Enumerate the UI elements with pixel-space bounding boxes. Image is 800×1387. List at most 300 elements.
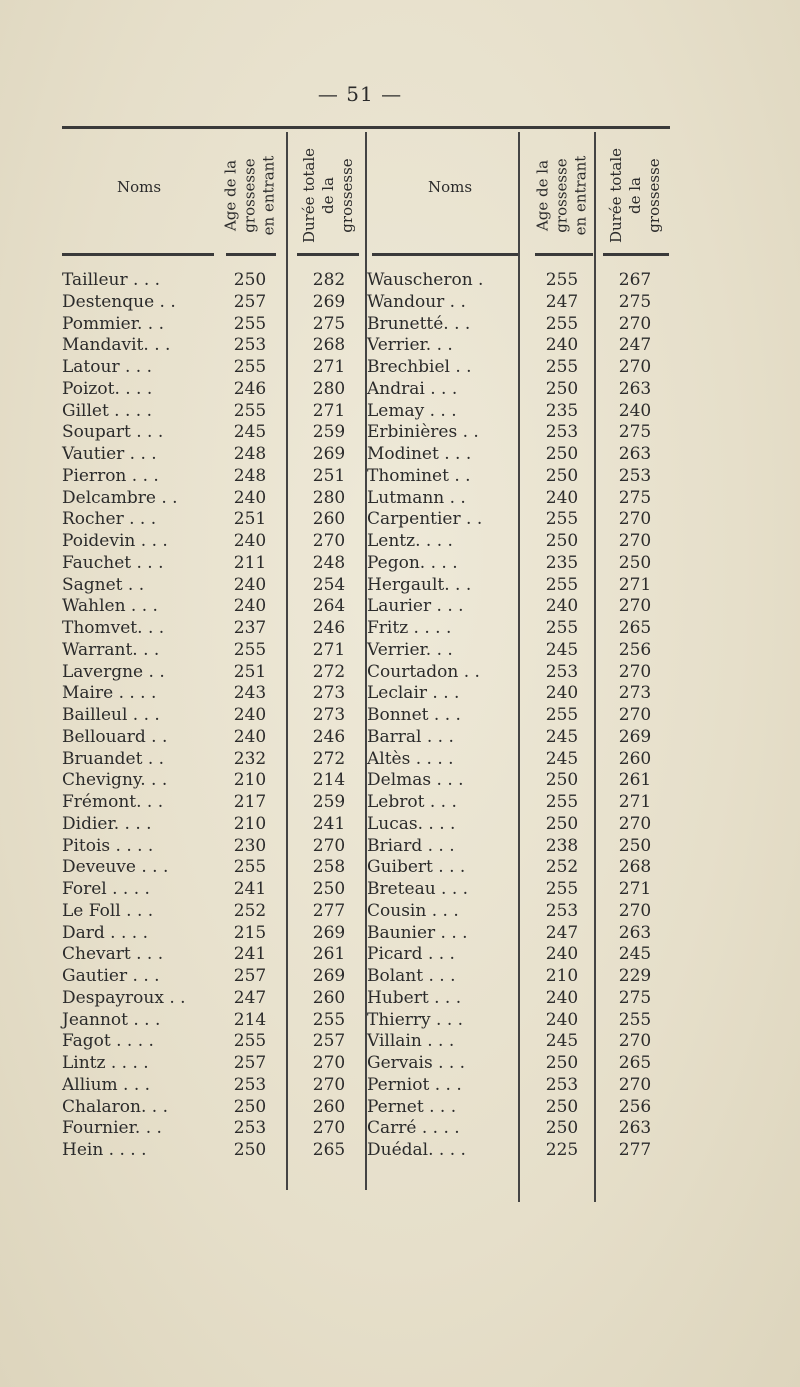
left-age-cell: 257 (233, 966, 267, 986)
right-duree-cell: 260 (618, 748, 652, 769)
left-duree-cell: 269 (312, 922, 346, 943)
left-duree-cell: 254 (312, 574, 346, 595)
right-age-cell: 250 (545, 465, 579, 486)
right-name-cell: Baunier . . . (367, 922, 468, 943)
left-age-cell: 255 (233, 639, 267, 660)
header-noms-right: Noms (428, 178, 473, 196)
left-duree-cell: 260 (312, 987, 346, 1008)
left-age-cell: 255 (233, 400, 267, 421)
right-name-cell: Duédal. . . . (367, 1140, 466, 1160)
left-name-cell: Rocher . . . (62, 509, 157, 530)
left-age-cell: 240 (233, 487, 267, 508)
header-age-line: grossesse (552, 157, 571, 233)
table-row (0, 965, 800, 987)
right-age-cell: 255 (545, 313, 579, 334)
right-duree-cell: 271 (618, 792, 652, 812)
right-name-cell: Cousin . . . (367, 900, 459, 921)
left-name-cell: Fauchet . . . (62, 552, 164, 573)
header-age-line: Age de la (533, 159, 552, 231)
header-age-line: en entrant (571, 155, 590, 235)
left-age-cell: 211 (233, 552, 267, 573)
left-duree-cell: 275 (312, 313, 346, 334)
right-name-cell: Fritz . . . . (367, 618, 452, 638)
right-name-cell: Lentz. . . . (367, 531, 453, 551)
page-number: — 51 — (317, 82, 403, 106)
right-age-cell: 250 (545, 813, 579, 834)
header-rule (226, 253, 276, 256)
right-duree-cell: 255 (618, 1009, 652, 1030)
table-row (0, 508, 800, 530)
left-duree-cell: 257 (312, 1031, 346, 1052)
right-duree-cell: 275 (618, 487, 652, 508)
table-row (0, 835, 800, 857)
table-row (0, 465, 800, 487)
right-name-cell: Verrier. . . (367, 335, 453, 356)
left-duree-cell: 270 (312, 835, 346, 856)
top-rule (62, 126, 670, 129)
right-age-cell: 255 (545, 574, 579, 595)
left-duree-cell: 250 (312, 879, 346, 899)
table-row (0, 726, 800, 748)
left-name-cell: Maire . . . . (62, 683, 157, 704)
left-age-cell: 251 (233, 509, 267, 530)
left-age-cell: 243 (233, 683, 267, 704)
table-row (0, 1009, 800, 1031)
left-duree-cell: 264 (312, 596, 346, 617)
left-age-cell: 237 (233, 618, 267, 638)
right-duree-cell: 256 (618, 639, 652, 660)
table-row (0, 334, 800, 356)
right-duree-cell: 277 (618, 1140, 652, 1160)
right-age-cell: 250 (545, 378, 579, 399)
right-name-cell: Verrier. . . (367, 639, 453, 660)
right-age-cell: 255 (545, 509, 579, 530)
left-duree-cell: 268 (312, 335, 346, 356)
right-name-cell: Lucas. . . . (367, 813, 456, 834)
table-row (0, 1139, 800, 1161)
left-name-cell: Bruandet . . (62, 748, 165, 769)
right-age-cell: 253 (545, 900, 579, 921)
left-duree-cell: 270 (312, 1074, 346, 1095)
left-age-cell: 210 (233, 813, 267, 834)
table-row (0, 987, 800, 1009)
left-age-cell: 240 (233, 596, 267, 617)
right-duree-cell: 268 (618, 857, 652, 878)
header-duree-line: grossesse (645, 157, 664, 233)
right-name-cell: Hubert . . . (367, 987, 462, 1008)
table-row (0, 291, 800, 313)
table-row (0, 574, 800, 596)
right-duree-cell: 247 (618, 335, 652, 356)
right-duree-cell: 275 (618, 987, 652, 1008)
right-duree-cell: 265 (618, 618, 652, 638)
right-age-cell: 240 (545, 944, 579, 965)
right-name-cell: Hergault. . . (367, 574, 472, 595)
left-age-cell: 250 (233, 1140, 267, 1160)
left-name-cell: Poidevin . . . (62, 531, 168, 551)
left-duree-cell: 258 (312, 857, 346, 878)
right-duree-cell: 256 (618, 1096, 652, 1117)
right-name-cell: Pegon. . . . (367, 552, 458, 573)
left-duree-cell: 246 (312, 726, 346, 747)
left-duree-cell: 269 (312, 444, 346, 464)
left-duree-cell: 280 (312, 487, 346, 508)
left-name-cell: Forel . . . . (62, 879, 150, 899)
right-name-cell: Wandour . . (367, 291, 466, 312)
right-age-cell: 255 (545, 270, 579, 290)
right-duree-cell: 229 (618, 966, 652, 986)
left-age-cell: 255 (233, 313, 267, 334)
table-row (0, 378, 800, 400)
right-name-cell: Lebrot . . . (367, 792, 457, 812)
right-name-cell: Brunetté. . . (367, 313, 471, 334)
right-age-cell: 250 (545, 1118, 579, 1139)
right-name-cell: Thierry . . . (367, 1009, 464, 1030)
left-duree-cell: 271 (312, 400, 346, 421)
left-duree-cell: 246 (312, 618, 346, 638)
table-row (0, 682, 800, 704)
right-age-cell: 253 (545, 661, 579, 682)
right-duree-cell: 270 (618, 661, 652, 682)
left-name-cell: Jeannot . . . (62, 1009, 161, 1030)
header-rule (535, 253, 593, 256)
left-age-cell: 215 (233, 922, 267, 943)
right-name-cell: Carré . . . . (367, 1118, 460, 1139)
left-name-cell: Thomvet. . . (62, 618, 165, 638)
table-row (0, 617, 800, 639)
left-name-cell: Dard . . . . (62, 922, 149, 943)
right-name-cell: Barral . . . (367, 726, 454, 747)
right-duree-cell: 270 (618, 531, 652, 551)
left-duree-cell: 270 (312, 1118, 346, 1139)
right-name-cell: Laurier . . . (367, 596, 464, 617)
left-age-cell: 240 (233, 726, 267, 747)
table-row (0, 487, 800, 509)
right-duree-cell: 250 (618, 835, 652, 856)
table-row (0, 878, 800, 900)
left-age-cell: 246 (233, 378, 267, 399)
right-age-cell: 255 (545, 618, 579, 638)
table-row (0, 661, 800, 683)
table-row (0, 704, 800, 726)
left-age-cell: 248 (233, 444, 267, 464)
right-name-cell: Modinet . . . (367, 444, 472, 464)
left-age-cell: 250 (233, 1096, 267, 1117)
left-duree-cell: 251 (312, 465, 346, 486)
header-duree-line: grossesse (338, 157, 357, 233)
left-duree-cell: 265 (312, 1140, 346, 1160)
table-row (0, 1052, 800, 1074)
right-age-cell: 240 (545, 335, 579, 356)
left-name-cell: Delcambre . . (62, 487, 178, 508)
left-name-cell: Lavergne . . (62, 661, 165, 682)
right-age-cell: 255 (545, 357, 579, 377)
right-name-cell: Lutmann . . (367, 487, 466, 508)
right-duree-cell: 245 (618, 944, 652, 965)
right-age-cell: 252 (545, 857, 579, 878)
right-duree-cell: 275 (618, 291, 652, 312)
right-age-cell: 245 (545, 748, 579, 769)
table-row (0, 748, 800, 770)
right-name-cell: Picard . . . (367, 944, 455, 965)
left-age-cell: 210 (233, 770, 267, 791)
left-name-cell: Soupart . . . (62, 422, 164, 443)
left-name-cell: Chalaron. . . (62, 1096, 168, 1117)
right-duree-cell: 270 (618, 509, 652, 530)
right-age-cell: 250 (545, 770, 579, 791)
right-name-cell: Perniot . . . (367, 1074, 462, 1095)
left-name-cell: Didier. . . . (62, 813, 152, 834)
left-name-cell: Chevart . . . (62, 944, 164, 965)
right-name-cell: Pernet . . . (367, 1096, 457, 1117)
table-row (0, 922, 800, 944)
right-duree-cell: 270 (618, 900, 652, 921)
right-age-cell: 250 (545, 1096, 579, 1117)
right-age-cell: 253 (545, 1074, 579, 1095)
header-noms-left: Noms (117, 178, 162, 196)
right-age-cell: 255 (545, 879, 579, 899)
left-age-cell: 257 (233, 1053, 267, 1073)
left-age-cell: 240 (233, 705, 267, 725)
right-duree-cell: 270 (618, 1074, 652, 1095)
right-age-cell: 225 (545, 1140, 579, 1160)
left-duree-cell: 271 (312, 357, 346, 377)
right-duree-cell: 267 (618, 270, 652, 290)
table-row (0, 769, 800, 791)
right-name-cell: Leclair . . . (367, 683, 460, 704)
left-age-cell: 214 (233, 1009, 267, 1030)
table-row (0, 443, 800, 465)
left-duree-cell: 273 (312, 683, 346, 704)
left-age-cell: 241 (233, 944, 267, 965)
left-age-cell: 253 (233, 1118, 267, 1139)
right-duree-cell: 250 (618, 552, 652, 573)
right-duree-cell: 263 (618, 922, 652, 943)
right-name-cell: Altès . . . . (367, 748, 454, 769)
table-row (0, 530, 800, 552)
right-name-cell: Courtadon . . (367, 661, 480, 682)
left-age-cell: 250 (233, 270, 267, 290)
table-row (0, 1117, 800, 1139)
right-duree-cell: 270 (618, 596, 652, 617)
right-age-cell: 247 (545, 922, 579, 943)
left-name-cell: Bellouard . . (62, 726, 168, 747)
right-name-cell: Erbinières . . (367, 422, 479, 443)
left-name-cell: Pierron . . . (62, 465, 159, 486)
left-age-cell: 253 (233, 335, 267, 356)
left-name-cell: Latour . . . (62, 357, 152, 377)
left-age-cell: 253 (233, 1074, 267, 1095)
right-name-cell: Brechbiel . . (367, 357, 472, 377)
right-age-cell: 210 (545, 966, 579, 986)
left-name-cell: Gautier . . . (62, 966, 160, 986)
left-duree-cell: 282 (312, 270, 346, 290)
right-duree-cell: 253 (618, 465, 652, 486)
right-name-cell: Carpentier . . (367, 509, 483, 530)
table-row (0, 269, 800, 291)
right-duree-cell: 270 (618, 357, 652, 377)
table-row (0, 856, 800, 878)
left-age-cell: 255 (233, 357, 267, 377)
left-duree-cell: 277 (312, 900, 346, 921)
right-duree-cell: 273 (618, 683, 652, 704)
left-age-cell: 232 (233, 748, 267, 769)
left-age-cell: 240 (233, 531, 267, 551)
right-duree-cell: 263 (618, 1118, 652, 1139)
right-duree-cell: 265 (618, 1053, 652, 1073)
header-age-line: Age de la (221, 159, 240, 231)
right-name-cell: Bolant . . . (367, 966, 456, 986)
header-rule (603, 253, 669, 256)
left-duree-cell: 259 (312, 792, 346, 812)
right-name-cell: Andrai . . . (367, 378, 458, 399)
right-duree-cell: 270 (618, 813, 652, 834)
right-duree-cell: 271 (618, 879, 652, 899)
table-row (0, 595, 800, 617)
right-age-cell: 240 (545, 683, 579, 704)
left-name-cell: Pitois . . . . (62, 835, 154, 856)
left-duree-cell: 241 (312, 813, 346, 834)
left-age-cell: 257 (233, 291, 267, 312)
right-name-cell: Wauscheron . (367, 270, 484, 290)
right-duree-cell: 270 (618, 1031, 652, 1052)
left-name-cell: Bailleul . . . (62, 705, 160, 725)
left-name-cell: Allium . . . (62, 1074, 151, 1095)
header-duree-left (297, 135, 361, 255)
left-name-cell: Sagnet . . (62, 574, 145, 595)
table-row (0, 1074, 800, 1096)
left-name-cell: Frémont. . . (62, 792, 164, 812)
left-age-cell: 230 (233, 835, 267, 856)
table-row (0, 400, 800, 422)
table-row (0, 943, 800, 965)
left-age-cell: 251 (233, 661, 267, 682)
left-name-cell: Vautier . . . (62, 444, 157, 464)
table-row (0, 639, 800, 661)
right-age-cell: 255 (545, 705, 579, 725)
right-age-cell: 240 (545, 596, 579, 617)
left-name-cell: Wahlen . . . (62, 596, 158, 617)
left-name-cell: Fournier. . . (62, 1118, 162, 1139)
left-duree-cell: 280 (312, 378, 346, 399)
left-name-cell: Poizot. . . . (62, 378, 153, 399)
right-age-cell: 235 (545, 552, 579, 573)
right-age-cell: 253 (545, 422, 579, 443)
left-duree-cell: 214 (312, 770, 346, 791)
left-duree-cell: 260 (312, 1096, 346, 1117)
table-row (0, 813, 800, 835)
left-duree-cell: 273 (312, 705, 346, 725)
header-age-line: grossesse (240, 157, 259, 233)
left-duree-cell: 272 (312, 661, 346, 682)
header-duree-line: Durée totale (607, 147, 626, 243)
left-age-cell: 252 (233, 900, 267, 921)
header-age-right (530, 135, 594, 255)
left-age-cell: 240 (233, 574, 267, 595)
right-age-cell: 240 (545, 1009, 579, 1030)
table-row (0, 313, 800, 335)
right-duree-cell: 240 (618, 400, 652, 421)
left-name-cell: Fagot . . . . (62, 1031, 154, 1052)
left-duree-cell: 271 (312, 639, 346, 660)
left-name-cell: Gillet . . . . (62, 400, 153, 421)
header-rule (297, 253, 359, 256)
right-name-cell: Bonnet . . . (367, 705, 461, 725)
right-name-cell: Breteau . . . (367, 879, 469, 899)
left-duree-cell: 270 (312, 1053, 346, 1073)
left-duree-cell: 269 (312, 291, 346, 312)
right-age-cell: 247 (545, 291, 579, 312)
left-age-cell: 255 (233, 857, 267, 878)
table-row (0, 552, 800, 574)
right-name-cell: Gervais . . . (367, 1053, 466, 1073)
header-age-left (218, 135, 282, 255)
left-name-cell: Despayroux . . (62, 987, 186, 1008)
header-duree-right (604, 135, 668, 255)
right-duree-cell: 269 (618, 726, 652, 747)
right-duree-cell: 261 (618, 770, 652, 791)
table-row (0, 900, 800, 922)
left-name-cell: Lintz . . . . (62, 1053, 149, 1073)
right-age-cell: 250 (545, 1053, 579, 1073)
left-duree-cell: 248 (312, 552, 346, 573)
left-name-cell: Tailleur . . . (62, 270, 161, 290)
left-age-cell: 241 (233, 879, 267, 899)
right-age-cell: 245 (545, 1031, 579, 1052)
header-rule (372, 253, 520, 256)
left-duree-cell: 272 (312, 748, 346, 769)
right-duree-cell: 263 (618, 378, 652, 399)
left-duree-cell: 270 (312, 531, 346, 551)
right-age-cell: 250 (545, 444, 579, 464)
left-name-cell: Pommier. . . (62, 313, 164, 334)
left-age-cell: 217 (233, 792, 267, 812)
left-name-cell: Le Foll . . . (62, 900, 154, 921)
right-age-cell: 238 (545, 835, 579, 856)
table-row (0, 356, 800, 378)
left-name-cell: Deveuve . . . (62, 857, 169, 878)
left-age-cell: 245 (233, 422, 267, 443)
right-name-cell: Guibert . . . (367, 857, 466, 878)
right-age-cell: 245 (545, 639, 579, 660)
header-duree-line: de la (626, 176, 645, 214)
right-duree-cell: 270 (618, 705, 652, 725)
right-name-cell: Delmas . . . (367, 770, 464, 791)
left-name-cell: Chevigny. . . (62, 770, 168, 791)
left-age-cell: 247 (233, 987, 267, 1008)
right-name-cell: Briard . . . (367, 835, 455, 856)
table-row (0, 1030, 800, 1052)
left-duree-cell: 255 (312, 1009, 346, 1030)
table-row (0, 421, 800, 443)
left-name-cell: Warrant. . . (62, 639, 160, 660)
header-duree-line: Durée totale (300, 147, 319, 243)
table-row (0, 1096, 800, 1118)
right-name-cell: Thominet . . (367, 465, 471, 486)
right-age-cell: 250 (545, 531, 579, 551)
right-age-cell: 245 (545, 726, 579, 747)
left-name-cell: Mandavit. . . (62, 335, 171, 356)
left-duree-cell: 261 (312, 944, 346, 965)
right-duree-cell: 270 (618, 313, 652, 334)
header-age-line: en entrant (259, 155, 278, 235)
left-name-cell: Hein . . . . (62, 1140, 147, 1160)
right-name-cell: Lemay . . . (367, 400, 457, 421)
right-name-cell: Villain . . . (367, 1031, 455, 1052)
right-age-cell: 255 (545, 792, 579, 812)
table-row (0, 791, 800, 813)
right-duree-cell: 271 (618, 574, 652, 595)
